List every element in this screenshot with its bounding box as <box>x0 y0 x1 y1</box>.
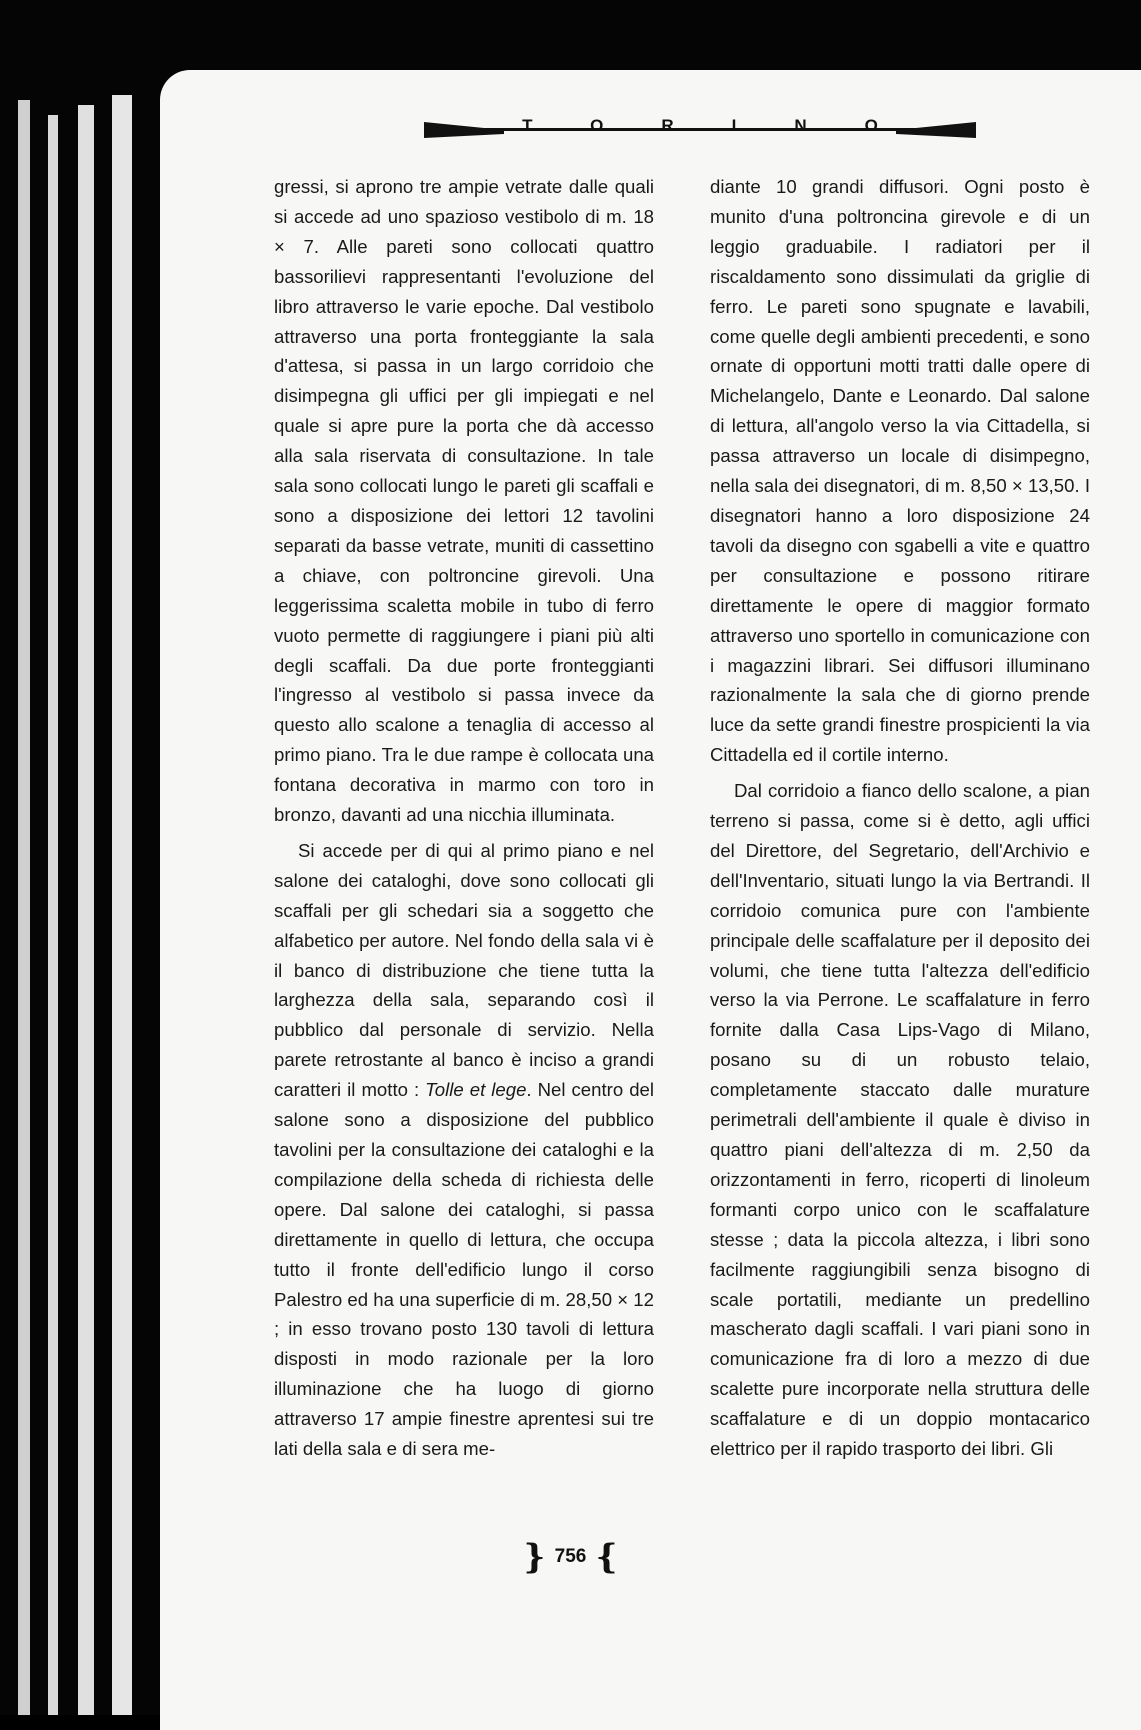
motto-text: Tolle et lege <box>425 1079 527 1101</box>
left-column <box>274 172 654 1464</box>
paragraph: gressi, si aprono tre ampie vetrate dalle quali si accede ad uno spazioso vestibolo di m. 18 × 7. Alle pareti sono collocati quattro bassorilievi rappresentanti l'evoluzione del libro attraverso le varie epoche. Dal vestibolo attraverso una porta fronteggiante la sala d'attesa, si passa in un largo corridoio che disimpegna gli uffici per gli impiegati e nel quale si apre pure la porta che dà accesso alla sala riservata di consultazione. In tale sala sono collocati lungo le pareti gli scaffali e sono a disposizione dei lettori 12 tavolini separati da basse vetrate, muniti di cassettino a chiave, con poltroncine girevoli. Una leggerissima scaletta mobile in tubo di ferro vuoto permette di raggiungere i piani più alti degli scaffali. Da due porte fronteggianti l'ingresso al vestibolo si passa invece da questo allo scalone a tenaglia di accesso al primo piano. Tra le due rampe è collocata una fontana decorativa in marmo con toro in bronzo, davanti ad una nicchia illuminata. <box>274 176 654 826</box>
book-spine-edge <box>48 115 58 1715</box>
folio-ornament-left: } <box>523 1537 546 1577</box>
book-spine-edge <box>78 105 94 1715</box>
running-title: TORINO <box>522 116 936 135</box>
paragraph <box>274 836 654 1464</box>
paragraph: Dal corridoio a fianco dello scalone, a pian terreno si passa, come si è detto, agli uffici del Direttore, del Segretario, dell'Archivio e dell'Inventario, situati lungo la via Bertrandi. Il corridoio comunica pure con l'ambiente principale delle scaffalature per il deposito dei volumi, che tiene tutta l'altezza dell'edificio verso la via Perrone. Le scaffalature in ferro fornite dalla Casa Lips-Vago di Milano, posano su di un robusto telaio, completamente staccato dalle murature perimetrali dell'ambiente il quale è diviso in quattro piani dell'altezza di m. 2,50 da orizzontamenti in ferro, ricoperti di linoleum formanti corpo unico con le scaffalature stesse ; data la piccola altezza, i libri sono facilmente raggiungibili senza bisogno di scale portatili, mediante un predellino mascherato dagli scaffali. I vari piani sono in comunicazione fra di loro a mezzo di due scalette pure incorporate nella struttura delle scaffalature e di un doppio montacarico elettrico per il rapido trasporto dei libri. Gli <box>710 780 1090 1460</box>
paragraph-text: Si accede per di qui al primo piano e nel salone dei cataloghi, dove sono collocati gli scaffali per gli schedari sia a soggetto che alfabetico per autore. Nel fondo della sala vi è il banco di distribuzione che tiene tutta la larghezza della sala, separando così il pubblico dal personale di servizio. Nella parete retrostante al banco è inciso a grandi caratteri il motto : <box>274 839 654 1101</box>
page-folio <box>0 1537 1141 1577</box>
book-spine-edge <box>18 100 30 1715</box>
running-header <box>430 118 970 140</box>
folio-ornament-right: { <box>595 1537 618 1577</box>
book-spine-edge <box>112 95 132 1715</box>
paragraph-text: . Nel centro del salone sono a disposizione del pubblico tavolini per la consultazione dei cataloghi e la compilazione della scheda di richiesta delle opere. Dal salone dei cataloghi, si passa direttamente in quello di lettura, che occupa tutto il fronte dell'edificio lungo il corso Palestro ed ha una superficie di m. 28,50 × 12 ; in esso trovano posto 130 tavoli di lettura disposti in modo razionale per la loro illuminazione che ha luogo di giorno attraverso 17 ampie finestre aprentesi sui tre lati della sala e di sera me- <box>274 1079 655 1460</box>
paragraph: diante 10 grandi diffusori. Ogni posto è munito d'una poltroncina girevole e di un leggio graduabile. I radiatori per il riscaldamento sono dissimulati da griglie di ferro. Le pareti sono spugnate e lavabili, come quelle degli ambienti precedenti, e sono ornate di opportuni motti tratti dalle opere di Michelangelo, Dante e Leonardo. Dal salone di lettura, all'angolo verso la via Cittadella, si passa attraverso un locale di disimpegno, nella sala dei disegnatori, di m. 8,50 × 13,50. I disegnatori hanno a loro disposizione 24 tavoli da disegno con sgabelli a vite e quattro per consultazione e possono ritirare direttamente le opere di maggior formato attraverso uno sportello in comunicazione con i magazzini librari. Sei diffusori illuminano razionalmente la sala che di giorno prende luce da sette grandi finestre prospicienti la via Cittadella ed il cortile interno. <box>710 176 1090 766</box>
page-number: 756 <box>554 1546 587 1567</box>
text-columns <box>274 172 1092 1577</box>
right-column <box>710 172 1090 1464</box>
